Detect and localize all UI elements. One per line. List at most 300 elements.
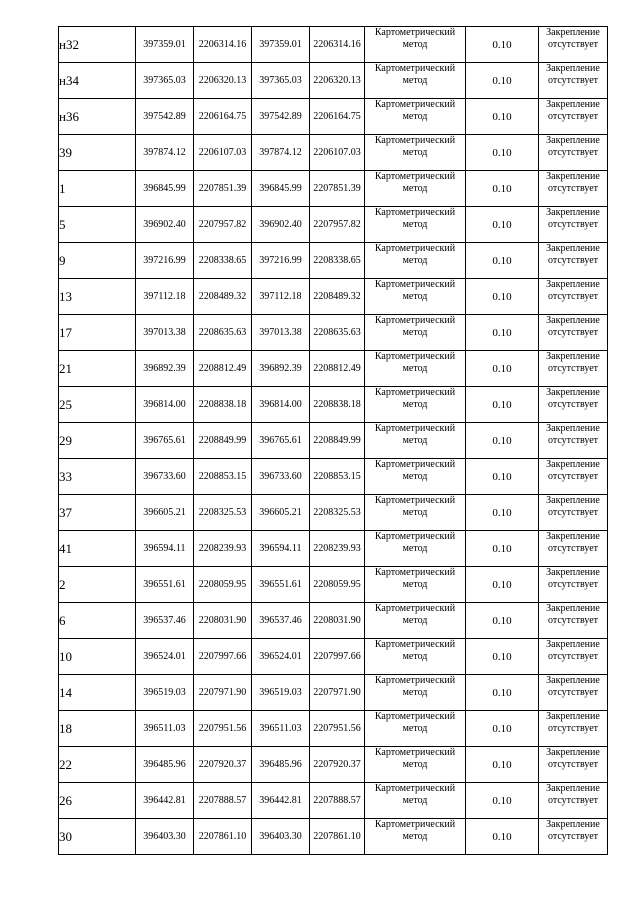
method-cell — [365, 279, 466, 315]
accuracy-cell: 0.10 — [466, 171, 539, 207]
fixing-line-1: Закрепление — [546, 27, 600, 38]
coord-y-cell: 2207861.10 — [310, 819, 365, 855]
fixing-cell — [539, 315, 608, 351]
fixing-cell — [539, 495, 608, 531]
point-id-cell: 26 — [59, 783, 136, 819]
point-id-cell: н36 — [59, 99, 136, 135]
coord-x-cell: 397013.38 — [136, 315, 194, 351]
method-cell — [365, 819, 466, 855]
point-id-cell: 30 — [59, 819, 136, 855]
fixing-line-1: Закрепление — [546, 99, 600, 110]
coord-x-cell: 396765.61 — [252, 423, 310, 459]
method-line-1: Картометрический — [374, 459, 456, 470]
coord-y-cell: 2208325.53 — [310, 495, 365, 531]
coord-y-cell: 2207957.82 — [194, 207, 252, 243]
fixing-line-1: Закрепление — [546, 783, 600, 794]
fixing-line-1: Закрепление — [546, 315, 600, 326]
table-row — [59, 27, 608, 63]
coordinates-table — [58, 26, 608, 855]
fixing-cell — [539, 711, 608, 747]
fixing-line-2: отсутствует — [547, 399, 599, 410]
method-line-2: метод — [402, 219, 428, 230]
coord-y-cell: 2207920.37 — [310, 747, 365, 783]
accuracy-cell: 0.10 — [466, 459, 539, 495]
method-line-2: метод — [402, 399, 428, 410]
method-line-2: метод — [402, 543, 428, 554]
table-row — [59, 315, 608, 351]
coord-x-cell: 396403.30 — [252, 819, 310, 855]
fixing-cell — [539, 243, 608, 279]
coord-x-cell: 396511.03 — [252, 711, 310, 747]
coord-y-cell: 2206164.75 — [310, 99, 365, 135]
method-line-1: Картометрический — [374, 819, 456, 830]
accuracy-cell: 0.10 — [466, 747, 539, 783]
table-row — [59, 567, 608, 603]
table-row — [59, 135, 608, 171]
method-line-2: метод — [402, 111, 428, 122]
point-id-cell: 14 — [59, 675, 136, 711]
point-id-cell: 21 — [59, 351, 136, 387]
coord-x-cell: 397542.89 — [136, 99, 194, 135]
coord-x-cell: 396814.00 — [252, 387, 310, 423]
fixing-line-1: Закрепление — [546, 387, 600, 398]
coord-y-cell: 2208031.90 — [310, 603, 365, 639]
method-cell — [365, 243, 466, 279]
fixing-line-2: отсутствует — [547, 471, 599, 482]
method-cell — [365, 747, 466, 783]
method-line-1: Картометрический — [374, 603, 456, 614]
method-line-1: Картометрический — [374, 135, 456, 146]
fixing-line-1: Закрепление — [546, 603, 600, 614]
point-id-cell: 1 — [59, 171, 136, 207]
fixing-line-2: отсутствует — [547, 687, 599, 698]
table-row — [59, 243, 608, 279]
fixing-line-2: отсутствует — [547, 723, 599, 734]
coord-y-cell: 2208325.53 — [194, 495, 252, 531]
accuracy-cell: 0.10 — [466, 639, 539, 675]
method-cell — [365, 495, 466, 531]
fixing-line-2: отсутствует — [547, 615, 599, 626]
table-row — [59, 99, 608, 135]
method-line-2: метод — [402, 831, 428, 842]
coord-x-cell: 396403.30 — [136, 819, 194, 855]
point-id-cell: 10 — [59, 639, 136, 675]
method-cell — [365, 783, 466, 819]
method-line-1: Картометрический — [374, 279, 456, 290]
fixing-line-2: отсутствует — [547, 255, 599, 266]
coord-y-cell: 2207951.56 — [194, 711, 252, 747]
fixing-cell — [539, 783, 608, 819]
method-line-1: Картометрический — [374, 783, 456, 794]
table-row — [59, 459, 608, 495]
method-cell — [365, 459, 466, 495]
fixing-line-1: Закрепление — [546, 351, 600, 362]
fixing-cell — [539, 279, 608, 315]
fixing-line-1: Закрепление — [546, 207, 600, 218]
fixing-line-2: отсутствует — [547, 831, 599, 842]
fixing-line-2: отсутствует — [547, 219, 599, 230]
coord-x-cell: 396519.03 — [136, 675, 194, 711]
method-cell — [365, 207, 466, 243]
point-id-cell: 33 — [59, 459, 136, 495]
method-line-2: метод — [402, 687, 428, 698]
table-row — [59, 675, 608, 711]
method-line-1: Картометрический — [374, 207, 456, 218]
table-row — [59, 495, 608, 531]
method-line-2: метод — [402, 615, 428, 626]
coord-x-cell: 396485.96 — [252, 747, 310, 783]
accuracy-cell: 0.10 — [466, 567, 539, 603]
method-cell — [365, 423, 466, 459]
point-id-cell: н32 — [59, 27, 136, 63]
coord-x-cell: 396814.00 — [136, 387, 194, 423]
coord-x-cell: 396551.61 — [252, 567, 310, 603]
fixing-cell — [539, 567, 608, 603]
method-cell — [365, 171, 466, 207]
method-line-2: метод — [402, 327, 428, 338]
point-id-cell: 41 — [59, 531, 136, 567]
point-id-cell: 22 — [59, 747, 136, 783]
coord-y-cell: 2206164.75 — [194, 99, 252, 135]
fixing-line-1: Закрепление — [546, 495, 600, 506]
coord-x-cell: 396519.03 — [252, 675, 310, 711]
table-row — [59, 531, 608, 567]
coord-x-cell: 397112.18 — [136, 279, 194, 315]
table-row — [59, 819, 608, 855]
method-cell — [365, 135, 466, 171]
coord-y-cell: 2206320.13 — [194, 63, 252, 99]
coord-x-cell: 396537.46 — [252, 603, 310, 639]
fixing-line-2: отсутствует — [547, 363, 599, 374]
method-cell — [365, 387, 466, 423]
method-line-2: метод — [402, 147, 428, 158]
coord-x-cell: 396892.39 — [136, 351, 194, 387]
coord-x-cell: 396902.40 — [252, 207, 310, 243]
coord-y-cell: 2208853.15 — [194, 459, 252, 495]
fixing-line-1: Закрепление — [546, 819, 600, 830]
method-line-2: метод — [402, 723, 428, 734]
table-row — [59, 63, 608, 99]
coord-x-cell: 396605.21 — [136, 495, 194, 531]
method-line-2: метод — [402, 507, 428, 518]
coord-y-cell: 2207971.90 — [194, 675, 252, 711]
coord-x-cell: 397359.01 — [136, 27, 194, 63]
fixing-line-2: отсутствует — [547, 291, 599, 302]
coord-y-cell: 2206107.03 — [310, 135, 365, 171]
coord-x-cell: 397874.12 — [252, 135, 310, 171]
table-row — [59, 603, 608, 639]
coord-y-cell: 2208031.90 — [194, 603, 252, 639]
point-id-cell: 37 — [59, 495, 136, 531]
coord-y-cell: 2208489.32 — [194, 279, 252, 315]
coord-y-cell: 2208635.63 — [194, 315, 252, 351]
coord-x-cell: 397874.12 — [136, 135, 194, 171]
method-line-1: Картометрический — [374, 531, 456, 542]
fixing-line-1: Закрепление — [546, 639, 600, 650]
coord-y-cell: 2207920.37 — [194, 747, 252, 783]
coord-x-cell: 397112.18 — [252, 279, 310, 315]
coord-y-cell: 2208812.49 — [310, 351, 365, 387]
fixing-line-2: отсутствует — [547, 507, 599, 518]
method-line-1: Картометрический — [374, 495, 456, 506]
fixing-line-2: отсутствует — [547, 183, 599, 194]
coord-x-cell: 397216.99 — [136, 243, 194, 279]
fixing-line-2: отсутствует — [547, 651, 599, 662]
point-id-cell: 39 — [59, 135, 136, 171]
fixing-cell — [539, 63, 608, 99]
fixing-line-2: отсутствует — [547, 75, 599, 86]
table-row — [59, 279, 608, 315]
coord-x-cell: 397359.01 — [252, 27, 310, 63]
coord-x-cell: 396442.81 — [252, 783, 310, 819]
coord-y-cell: 2206314.16 — [310, 27, 365, 63]
method-line-1: Картометрический — [374, 27, 456, 38]
coord-x-cell: 396733.60 — [252, 459, 310, 495]
accuracy-cell: 0.10 — [466, 423, 539, 459]
fixing-line-1: Закрепление — [546, 567, 600, 578]
fixing-cell — [539, 639, 608, 675]
point-id-cell: 18 — [59, 711, 136, 747]
fixing-line-2: отсутствует — [547, 327, 599, 338]
coord-y-cell: 2208239.93 — [194, 531, 252, 567]
method-line-2: метод — [402, 255, 428, 266]
method-line-2: метод — [402, 759, 428, 770]
coord-y-cell: 2207888.57 — [194, 783, 252, 819]
method-cell — [365, 27, 466, 63]
coord-y-cell: 2206314.16 — [194, 27, 252, 63]
coord-y-cell: 2207861.10 — [194, 819, 252, 855]
coord-x-cell: 396605.21 — [252, 495, 310, 531]
fixing-line-1: Закрепление — [546, 711, 600, 722]
fixing-line-2: отсутствует — [547, 759, 599, 770]
coord-x-cell: 396485.96 — [136, 747, 194, 783]
method-line-2: метод — [402, 435, 428, 446]
accuracy-cell: 0.10 — [466, 135, 539, 171]
coord-y-cell: 2208635.63 — [310, 315, 365, 351]
fixing-cell — [539, 351, 608, 387]
accuracy-cell: 0.10 — [466, 783, 539, 819]
table-row — [59, 171, 608, 207]
coord-y-cell: 2206320.13 — [310, 63, 365, 99]
coord-y-cell: 2208849.99 — [310, 423, 365, 459]
method-line-1: Картометрический — [374, 351, 456, 362]
fixing-cell — [539, 603, 608, 639]
method-cell — [365, 63, 466, 99]
method-cell — [365, 675, 466, 711]
coord-x-cell: 396845.99 — [252, 171, 310, 207]
coord-x-cell: 396511.03 — [136, 711, 194, 747]
method-cell — [365, 567, 466, 603]
method-line-1: Картометрический — [374, 711, 456, 722]
method-line-2: метод — [402, 183, 428, 194]
coord-y-cell: 2207971.90 — [310, 675, 365, 711]
fixing-line-1: Закрепление — [546, 531, 600, 542]
coord-y-cell: 2206107.03 — [194, 135, 252, 171]
coord-y-cell: 2207997.66 — [194, 639, 252, 675]
point-id-cell: 25 — [59, 387, 136, 423]
point-id-cell: 13 — [59, 279, 136, 315]
accuracy-cell: 0.10 — [466, 603, 539, 639]
fixing-cell — [539, 531, 608, 567]
fixing-cell — [539, 135, 608, 171]
fixing-line-1: Закрепление — [546, 243, 600, 254]
accuracy-cell: 0.10 — [466, 27, 539, 63]
coord-x-cell: 396594.11 — [136, 531, 194, 567]
accuracy-cell: 0.10 — [466, 351, 539, 387]
fixing-cell — [539, 747, 608, 783]
fixing-line-1: Закрепление — [546, 423, 600, 434]
fixing-line-1: Закрепление — [546, 279, 600, 290]
method-line-1: Картометрический — [374, 99, 456, 110]
fixing-line-2: отсутствует — [547, 579, 599, 590]
point-id-cell: 6 — [59, 603, 136, 639]
method-line-1: Картометрический — [374, 387, 456, 398]
fixing-line-2: отсутствует — [547, 147, 599, 158]
fixing-line-1: Закрепление — [546, 171, 600, 182]
fixing-cell — [539, 99, 608, 135]
fixing-cell — [539, 459, 608, 495]
accuracy-cell: 0.10 — [466, 531, 539, 567]
coord-x-cell: 396537.46 — [136, 603, 194, 639]
table-row — [59, 351, 608, 387]
method-cell — [365, 315, 466, 351]
table-row — [59, 387, 608, 423]
accuracy-cell: 0.10 — [466, 711, 539, 747]
method-line-2: метод — [402, 39, 428, 50]
coord-x-cell: 397216.99 — [252, 243, 310, 279]
coord-x-cell: 397365.03 — [136, 63, 194, 99]
coord-x-cell: 396902.40 — [136, 207, 194, 243]
point-id-cell: 2 — [59, 567, 136, 603]
coord-x-cell: 396765.61 — [136, 423, 194, 459]
coord-y-cell: 2208338.65 — [310, 243, 365, 279]
coord-y-cell: 2208489.32 — [310, 279, 365, 315]
point-id-cell: 29 — [59, 423, 136, 459]
method-cell — [365, 603, 466, 639]
accuracy-cell: 0.10 — [466, 243, 539, 279]
fixing-line-1: Закрепление — [546, 459, 600, 470]
table-row — [59, 207, 608, 243]
coord-x-cell: 396442.81 — [136, 783, 194, 819]
method-line-2: метод — [402, 75, 428, 86]
method-line-2: метод — [402, 471, 428, 482]
accuracy-cell: 0.10 — [466, 279, 539, 315]
fixing-line-1: Закрепление — [546, 675, 600, 686]
point-id-cell: 9 — [59, 243, 136, 279]
fixing-cell — [539, 423, 608, 459]
method-line-2: метод — [402, 363, 428, 374]
coord-y-cell: 2208838.18 — [310, 387, 365, 423]
coord-x-cell: 396551.61 — [136, 567, 194, 603]
method-cell — [365, 351, 466, 387]
coord-x-cell: 396524.01 — [136, 639, 194, 675]
method-line-2: метод — [402, 651, 428, 662]
fixing-line-1: Закрепление — [546, 747, 600, 758]
coord-y-cell: 2208338.65 — [194, 243, 252, 279]
method-line-1: Картометрический — [374, 675, 456, 686]
method-cell — [365, 531, 466, 567]
accuracy-cell: 0.10 — [466, 315, 539, 351]
method-line-2: метод — [402, 795, 428, 806]
coord-y-cell: 2207997.66 — [310, 639, 365, 675]
coord-y-cell: 2208239.93 — [310, 531, 365, 567]
fixing-line-2: отсутствует — [547, 543, 599, 554]
point-id-cell: н34 — [59, 63, 136, 99]
fixing-line-1: Закрепление — [546, 63, 600, 74]
coord-x-cell: 397013.38 — [252, 315, 310, 351]
method-cell — [365, 639, 466, 675]
coord-y-cell: 2207851.39 — [310, 171, 365, 207]
fixing-cell — [539, 171, 608, 207]
table-row — [59, 639, 608, 675]
coord-y-cell: 2208849.99 — [194, 423, 252, 459]
coord-x-cell: 396892.39 — [252, 351, 310, 387]
coord-x-cell: 396733.60 — [136, 459, 194, 495]
table-row — [59, 711, 608, 747]
coord-y-cell: 2208853.15 — [310, 459, 365, 495]
method-line-2: метод — [402, 579, 428, 590]
fixing-line-2: отсутствует — [547, 111, 599, 122]
method-line-1: Картометрический — [374, 171, 456, 182]
coord-y-cell: 2207888.57 — [310, 783, 365, 819]
fixing-cell — [539, 387, 608, 423]
accuracy-cell: 0.10 — [466, 819, 539, 855]
method-line-1: Картометрический — [374, 243, 456, 254]
coord-y-cell: 2207957.82 — [310, 207, 365, 243]
coord-y-cell: 2207951.56 — [310, 711, 365, 747]
method-line-2: метод — [402, 291, 428, 302]
table-row — [59, 423, 608, 459]
fixing-line-1: Закрепление — [546, 135, 600, 146]
coord-y-cell: 2208059.95 — [310, 567, 365, 603]
coord-x-cell: 396524.01 — [252, 639, 310, 675]
coord-y-cell: 2208838.18 — [194, 387, 252, 423]
coord-x-cell: 397365.03 — [252, 63, 310, 99]
coord-x-cell: 396594.11 — [252, 531, 310, 567]
accuracy-cell: 0.10 — [466, 495, 539, 531]
coord-x-cell: 396845.99 — [136, 171, 194, 207]
fixing-cell — [539, 819, 608, 855]
method-line-1: Картометрический — [374, 567, 456, 578]
point-id-cell: 17 — [59, 315, 136, 351]
table-row — [59, 747, 608, 783]
method-line-1: Картометрический — [374, 423, 456, 434]
accuracy-cell: 0.10 — [466, 99, 539, 135]
method-line-1: Картометрический — [374, 63, 456, 74]
fixing-cell — [539, 675, 608, 711]
coord-y-cell: 2208812.49 — [194, 351, 252, 387]
fixing-cell — [539, 27, 608, 63]
fixing-line-2: отсутствует — [547, 795, 599, 806]
table-row — [59, 783, 608, 819]
table-body — [59, 27, 608, 855]
fixing-cell — [539, 207, 608, 243]
accuracy-cell: 0.10 — [466, 387, 539, 423]
method-cell — [365, 711, 466, 747]
fixing-line-2: отсутствует — [547, 39, 599, 50]
accuracy-cell: 0.10 — [466, 63, 539, 99]
coord-y-cell: 2207851.39 — [194, 171, 252, 207]
method-cell — [365, 99, 466, 135]
method-line-1: Картометрический — [374, 315, 456, 326]
point-id-cell: 5 — [59, 207, 136, 243]
fixing-line-2: отсутствует — [547, 435, 599, 446]
method-line-1: Картометрический — [374, 747, 456, 758]
coord-x-cell: 397542.89 — [252, 99, 310, 135]
accuracy-cell: 0.10 — [466, 207, 539, 243]
coord-y-cell: 2208059.95 — [194, 567, 252, 603]
accuracy-cell: 0.10 — [466, 675, 539, 711]
